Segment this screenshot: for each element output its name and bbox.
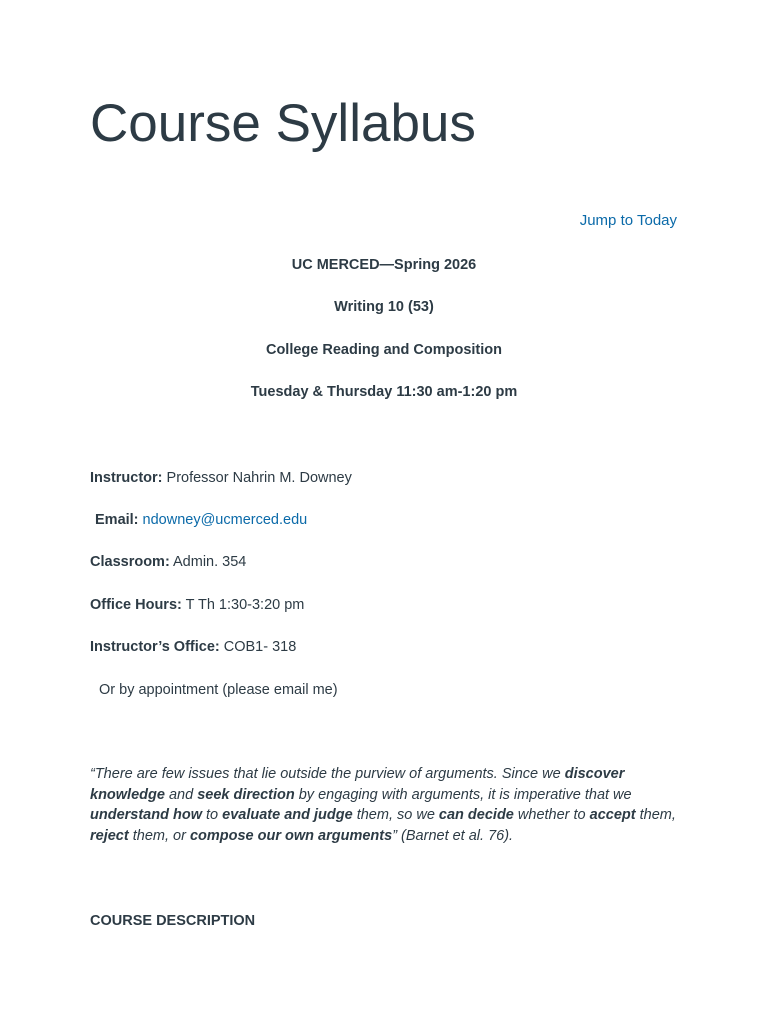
email-line: [95, 510, 307, 530]
classroom-value: Admin. 354: [169, 554, 247, 570]
email-link[interactable]: ndowney@ucmerced.edu: [142, 512, 308, 528]
quote-emphasis: discover knowledge: [90, 766, 625, 803]
quote-emphasis: evaluate and judge: [222, 807, 353, 824]
quote-text: whether to: [513, 807, 590, 824]
classroom-line: [90, 552, 246, 572]
instructor-office-label: Instructor’s Office:: [90, 639, 220, 655]
institution-term-heading: UC MERCED—Spring 2026: [291, 257, 477, 273]
appointment-note: Or by appointment (please email me): [99, 682, 338, 698]
quote-emphasis: understand how: [90, 807, 202, 824]
quote-text: by engaging with arguments, it is imperative that we: [294, 786, 632, 803]
quote-text: them,: [635, 807, 676, 824]
instructor-office-value: COB1- 318: [219, 639, 297, 655]
instructor-label: Instructor:: [90, 470, 163, 486]
email-label: Email:: [95, 512, 139, 528]
instructor-office-line: [90, 637, 296, 657]
quote-emphasis: compose our own arguments: [189, 828, 393, 845]
quote-text: ” (Barnet et al. 76).: [392, 828, 514, 845]
instructor-value: Professor Nahrin M. Downey: [162, 470, 352, 486]
office-hours-label: Office Hours:: [90, 597, 182, 613]
quote-text: “There are few issues that lie outside the purview of arguments. Since we: [90, 766, 565, 782]
course-description-heading: COURSE DESCRIPTION: [90, 913, 256, 929]
page-title: Course Syllabus: [90, 94, 476, 153]
office-hours-value: T Th 1:30-3:20 pm: [181, 597, 305, 613]
classroom-label: Classroom:: [90, 554, 170, 570]
quote-emphasis: can decide: [438, 807, 514, 824]
quote-emphasis: accept: [589, 807, 636, 824]
course-code-heading: Writing 10 (53): [334, 299, 434, 315]
quote-text: and: [164, 786, 198, 803]
meeting-time-heading: Tuesday & Thursday 11:30 am-1:20 pm: [250, 384, 518, 400]
office-hours-line: [90, 595, 304, 615]
instructor-line: [90, 468, 352, 488]
quote-text: to: [201, 807, 223, 824]
quote-emphasis: reject: [90, 828, 129, 845]
course-name-heading: College Reading and Composition: [265, 342, 503, 358]
argument-quote: [90, 764, 680, 847]
quote-emphasis: seek direction: [197, 786, 295, 803]
jump-to-today-link[interactable]: Jump to Today: [579, 212, 677, 229]
quote-text: them, or: [128, 828, 190, 845]
quote-text: them, so we: [352, 807, 439, 824]
